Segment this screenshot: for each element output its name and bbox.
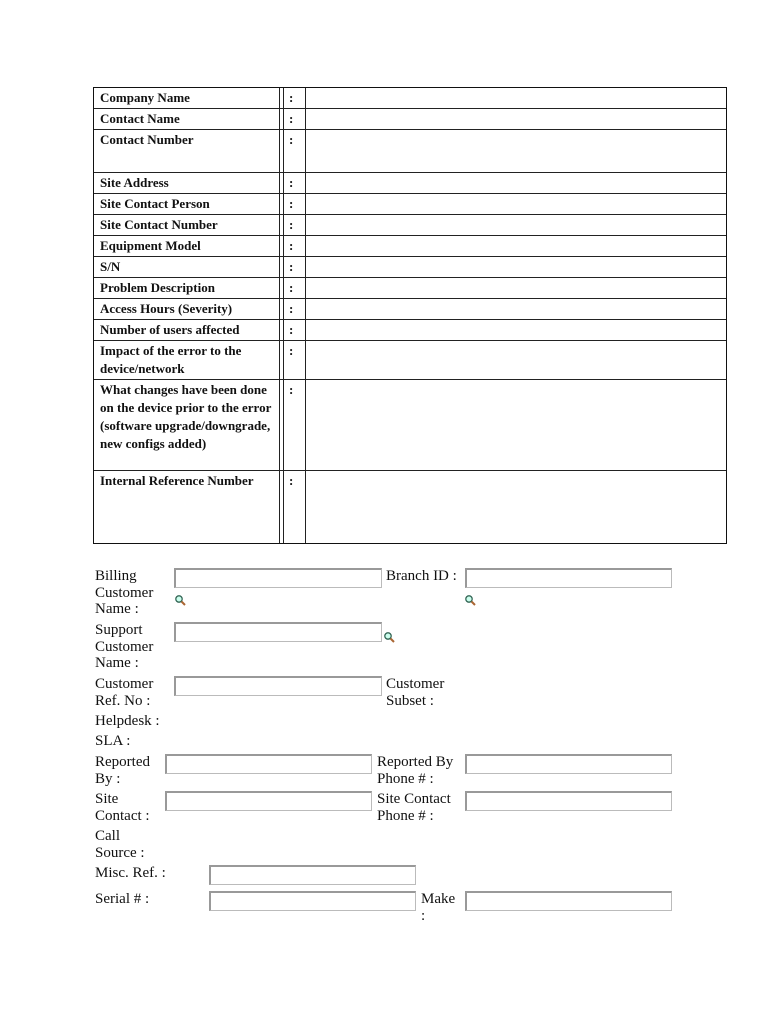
colon-separator: : — [283, 257, 306, 277]
site-contact-phone-label: Site Contact Phone # : — [377, 791, 451, 824]
table-row — [94, 236, 726, 257]
field-value-cell[interactable] — [306, 88, 726, 108]
serial-label: Serial # : — [95, 891, 150, 907]
colon-separator: : — [283, 88, 306, 108]
table-row — [94, 471, 726, 543]
reported-by-phone-input[interactable] — [465, 754, 672, 774]
field-value-cell[interactable] — [306, 109, 726, 129]
field-label: S/N — [94, 257, 280, 277]
colon-separator: : — [283, 215, 306, 235]
table-row — [94, 320, 726, 341]
site-contact-input[interactable] — [165, 791, 372, 811]
search-icon[interactable] — [174, 594, 186, 606]
call-source-label: Call Source : — [95, 828, 145, 861]
misc-ref-input[interactable] — [209, 865, 416, 885]
support-customer-name-input[interactable] — [174, 622, 382, 642]
table-row — [94, 130, 726, 173]
field-label: Site Contact Number — [94, 215, 280, 235]
field-value-cell[interactable] — [306, 257, 726, 277]
customer-ref-no-label: Customer Ref. No : — [95, 676, 154, 709]
site-contact-label: Site Contact : — [95, 791, 150, 824]
field-label: Contact Number — [94, 130, 280, 172]
billing-customer-name-input[interactable] — [174, 568, 382, 588]
field-label: Equipment Model — [94, 236, 280, 256]
sla-label: SLA : — [95, 733, 131, 749]
billing-customer-name-label: Billing Customer Name : — [95, 568, 154, 617]
colon-separator: : — [283, 194, 306, 214]
field-label: Internal Reference Number — [94, 471, 280, 543]
table-row — [94, 257, 726, 278]
support-customer-name-label: Support Customer Name : — [95, 622, 154, 671]
colon-separator: : — [283, 109, 306, 129]
field-value-cell[interactable] — [306, 236, 726, 256]
serial-input[interactable] — [209, 891, 416, 911]
helpdesk-label: Helpdesk : — [95, 713, 160, 729]
branch-id-input[interactable] — [465, 568, 672, 588]
colon-separator: : — [283, 471, 306, 543]
reported-by-phone-label: Reported By Phone # : — [377, 754, 454, 787]
field-value-cell[interactable] — [306, 320, 726, 340]
branch-id-label: Branch ID : — [386, 568, 457, 584]
reported-by-input[interactable] — [165, 754, 372, 774]
field-value-cell[interactable] — [306, 173, 726, 193]
field-label: Contact Name — [94, 109, 280, 129]
colon-separator: : — [283, 130, 306, 172]
support-request-table — [93, 87, 727, 544]
misc-ref-label: Misc. Ref. : — [95, 865, 166, 881]
table-row — [94, 88, 726, 109]
table-row — [94, 215, 726, 236]
search-icon[interactable] — [464, 594, 476, 606]
table-row — [94, 299, 726, 320]
table-row — [94, 173, 726, 194]
field-label: Site Address — [94, 173, 280, 193]
reported-by-label: Reported By : — [95, 754, 150, 787]
field-value-cell[interactable] — [306, 341, 726, 379]
make-label: Make : — [421, 891, 456, 924]
field-value-cell[interactable] — [306, 194, 726, 214]
colon-separator: : — [283, 236, 306, 256]
table-row — [94, 278, 726, 299]
field-label: Impact of the error to the device/network — [94, 341, 280, 379]
colon-separator: : — [283, 341, 306, 379]
field-value-cell[interactable] — [306, 299, 726, 319]
search-icon[interactable] — [383, 631, 395, 643]
field-value-cell[interactable] — [306, 380, 726, 470]
customer-subset-label: Customer Subset : — [386, 676, 445, 709]
colon-separator: : — [283, 278, 306, 298]
field-label: Number of users affected — [94, 320, 280, 340]
colon-separator: : — [283, 299, 306, 319]
table-row — [94, 380, 726, 471]
field-label: Access Hours (Severity) — [94, 299, 280, 319]
table-row — [94, 341, 726, 380]
field-value-cell[interactable] — [306, 130, 726, 172]
make-input[interactable] — [465, 891, 672, 911]
site-contact-phone-input[interactable] — [465, 791, 672, 811]
colon-separator: : — [283, 380, 306, 470]
field-value-cell[interactable] — [306, 471, 726, 543]
customer-ref-no-input[interactable] — [174, 676, 382, 696]
table-row — [94, 109, 726, 130]
field-value-cell[interactable] — [306, 215, 726, 235]
table-row — [94, 194, 726, 215]
colon-separator: : — [283, 173, 306, 193]
field-label: Problem Description — [94, 278, 280, 298]
field-value-cell[interactable] — [306, 278, 726, 298]
field-label: Site Contact Person — [94, 194, 280, 214]
field-label: Company Name — [94, 88, 280, 108]
colon-separator: : — [283, 320, 306, 340]
field-label: What changes have been done on the device prior to the error (software upgrade/downgrade, new configs added) — [94, 380, 280, 470]
